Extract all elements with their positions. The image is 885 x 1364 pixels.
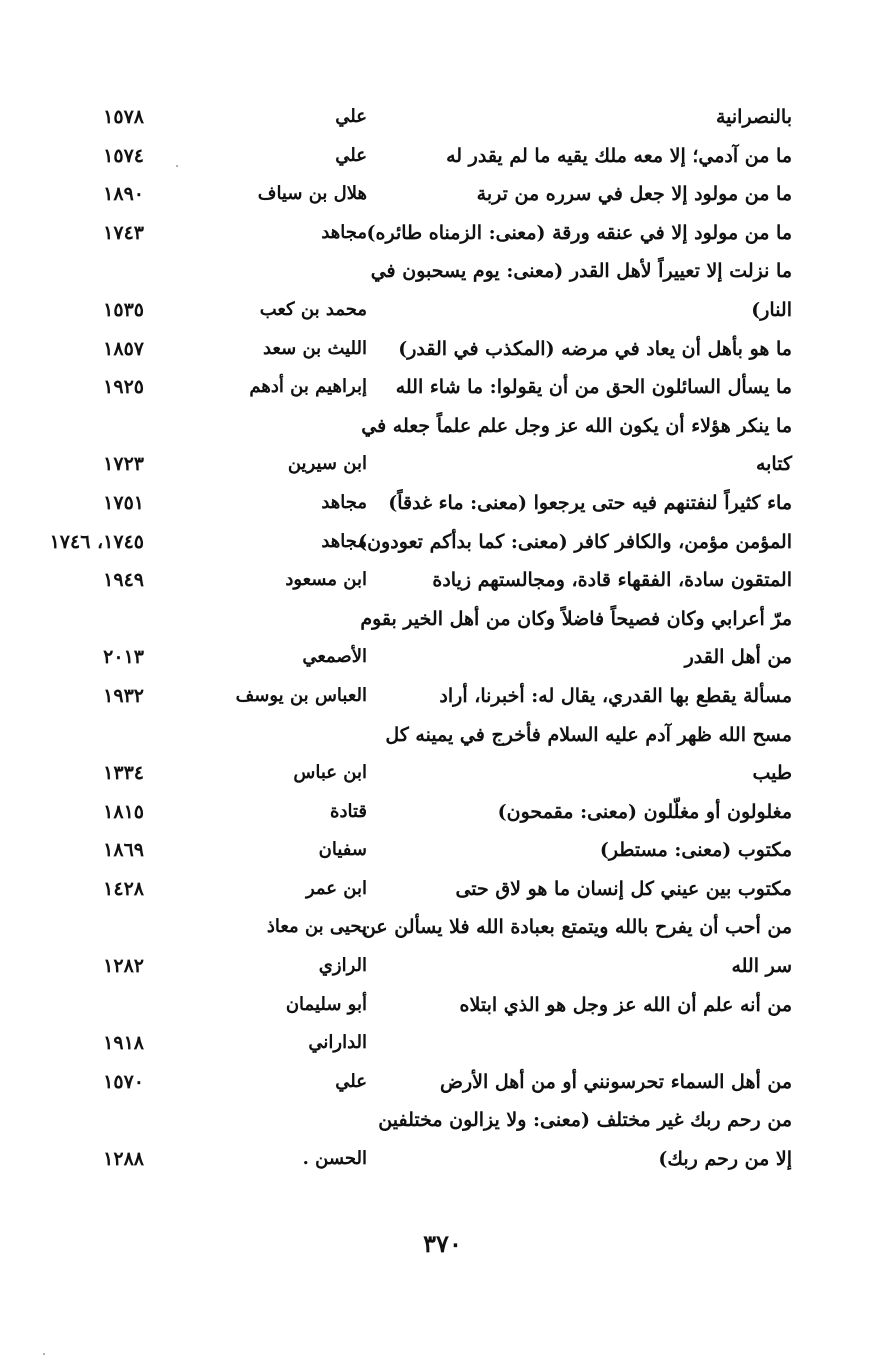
index-entry <box>0 794 885 833</box>
index-entry <box>0 1141 885 1180</box>
index-entry <box>0 99 885 138</box>
entry-text: مكتوب بين عيني كل إنسان ما هو لاق حتى <box>455 877 792 900</box>
index-entry <box>0 1064 885 1103</box>
entry-text: من أهل السماء تحرسونني أو من أهل الأرض <box>439 1070 792 1093</box>
entry-narrator: علي <box>335 144 367 166</box>
index-entry <box>0 524 885 563</box>
index-entry <box>0 138 885 177</box>
entry-reference: ١٢٨٨ <box>103 1148 144 1171</box>
entry-text: المتقون سادة، الفقهاء قادة، ومجالستهم زيادة <box>432 569 792 592</box>
entry-text: كتابه <box>755 453 792 476</box>
entry-narrator: الأصمعي <box>302 646 367 668</box>
entry-narrator: مجاهد <box>321 221 367 243</box>
entry-narrator: محمد بن كعب <box>259 298 367 320</box>
index-entry <box>0 446 885 485</box>
scan-speck <box>43 1353 45 1355</box>
entry-narrator: يحيى بن معاذ <box>266 916 367 938</box>
entry-narrator: ابن مسعود <box>285 569 367 591</box>
entry-text: مسألة يقطع بها القدري، يقال له: أخبرنا، أراد <box>439 684 792 707</box>
entry-reference: ١٨١٥ <box>103 800 144 823</box>
entry-reference: ١٨٦٩ <box>103 839 144 862</box>
index-entry <box>0 292 885 331</box>
index-entry <box>0 215 885 254</box>
entry-narrator: العباس بن يوسف <box>235 684 367 706</box>
entry-reference: ١٨٩٠ <box>103 183 144 206</box>
entry-narrator: مجاهد <box>321 530 367 552</box>
index-entry <box>0 369 885 408</box>
entry-text: النار) <box>751 298 792 321</box>
entry-text: ماء كثيراً لنفتنهم فيه حتى يرجعوا (معنى: ماء غدقاً) <box>388 491 792 514</box>
index-entry <box>0 717 885 756</box>
index-entry <box>0 948 885 987</box>
entry-text: ما يسأل السائلون الحق من أن يقولوا: ما شاء الله <box>395 376 792 399</box>
entry-reference: ١٧٤٥، ١٧٤٦ <box>49 530 144 553</box>
entry-narrator: الليث بن سعد <box>262 337 367 359</box>
entry-text: ما من مولود إلا جعل في سرره من تربة <box>476 183 792 206</box>
index-entry <box>0 871 885 910</box>
entry-text: ما ينكر هؤلاء أن يكون الله عز وجل علم علماً جعله في <box>361 414 792 437</box>
entry-reference: ١٥٧٠ <box>103 1070 144 1093</box>
entry-text: مغلولون أو مغلّلون (معنى: مقمحون) <box>497 800 792 823</box>
entry-reference: ١٥٧٤ <box>103 144 144 167</box>
entry-text: بالنصرانية <box>715 106 792 128</box>
entry-reference: ١٩١٨ <box>103 1032 144 1055</box>
entry-reference: ١٧٢٣ <box>103 453 144 476</box>
entry-text: من أحب أن يفرح بالله ويتمتع بعبادة الله فلا يسألن عن <box>361 916 792 939</box>
entry-text: المؤمن مؤمن، والكافر كافر (معنى: كما بدأكم تعودون) <box>358 530 792 553</box>
entry-reference: ١٥٧٨ <box>103 106 144 128</box>
entry-text: من رحم ربك غير مختلف (معنى: ولا يزالون مختلفين <box>378 1109 792 1132</box>
index-entry <box>0 485 885 524</box>
index-list <box>0 99 885 1180</box>
entry-text: من أنه علم أن الله عز وجل هو الذي ابتلاه <box>459 993 792 1016</box>
entry-text: من أهل القدر <box>684 646 792 669</box>
entry-narrator: علي <box>335 1070 367 1092</box>
entry-narrator: علي <box>335 106 367 127</box>
entry-narrator: الرازي <box>318 955 367 977</box>
entry-reference: ١٥٣٥ <box>103 298 144 321</box>
entry-narrator: مجاهد <box>321 491 367 513</box>
index-entry <box>0 331 885 370</box>
entry-narrator: أبو سليمان <box>285 993 367 1015</box>
entry-reference: ١٩٢٥ <box>103 376 144 399</box>
index-entry <box>0 755 885 794</box>
index-entry <box>0 601 885 640</box>
entry-reference: ١٢٨٢ <box>103 955 144 978</box>
index-entry <box>0 408 885 447</box>
index-entry <box>0 987 885 1026</box>
entry-reference: ١٤٢٨ <box>103 877 144 900</box>
entry-text: طيب <box>752 762 792 785</box>
index-entry <box>0 639 885 678</box>
entry-text: ما نزلت إلا تعييراً لأهل القدر (معنى: يوم يسحبون في <box>370 260 792 283</box>
entry-narrator: إبراهيم بن أدهم <box>249 376 367 398</box>
entry-narrator: ابن سيرين <box>287 453 367 475</box>
index-entry <box>0 562 885 601</box>
index-entry <box>0 1025 885 1064</box>
entry-text: ما من آدمي؛ إلا معه ملك يقيه ما لم يقدر له <box>446 144 792 167</box>
entry-reference: ١٩٣٢ <box>103 684 144 707</box>
entry-reference: ١٩٤٩ <box>103 569 144 592</box>
entry-text: ما هو بأهل أن يعاد في مرضه (المكذب في القدر) <box>398 337 792 360</box>
entry-narrator: الداراني <box>308 1032 367 1054</box>
entry-narrator: ابن عباس <box>293 762 367 784</box>
entry-text: ما من مولود إلا في عنقه ورقة (معنى: الزمناه طائره) <box>366 221 792 244</box>
index-entry <box>0 678 885 717</box>
entry-narrator: سفيان <box>318 839 367 861</box>
index-entry <box>0 1102 885 1141</box>
entry-reference: ١٣٣٤ <box>103 762 144 785</box>
entry-reference: ١٧٥١ <box>103 491 144 514</box>
entry-text: مكتوب (معنى: مستطر) <box>599 839 792 862</box>
index-entry <box>0 909 885 948</box>
entry-narrator: هلال بن سياف <box>257 183 367 205</box>
entry-text: إلا من رحم ربك) <box>658 1148 792 1171</box>
scan-speck <box>176 165 178 167</box>
entry-narrator: الحسن . <box>302 1148 367 1170</box>
entry-reference: ٢٠١٣ <box>103 646 144 669</box>
entry-text: مرّ أعرابي وكان فصيحاً فاضلاً وكان من أهل الخير بقوم <box>360 607 792 630</box>
entry-text: سر الله <box>731 955 792 978</box>
index-entry <box>0 832 885 871</box>
entry-narrator: قتادة <box>330 800 367 822</box>
entry-narrator: ابن عمر <box>305 877 367 899</box>
entry-text: مسح الله ظهر آدم عليه السلام فأخرج في يمينه كل <box>385 723 792 746</box>
entry-reference: ١٧٤٣ <box>103 221 144 244</box>
index-entry <box>0 176 885 215</box>
entry-reference: ١٨٥٧ <box>103 337 144 360</box>
index-entry <box>0 253 885 292</box>
page-number: ٣٧٠ <box>423 1229 462 1258</box>
